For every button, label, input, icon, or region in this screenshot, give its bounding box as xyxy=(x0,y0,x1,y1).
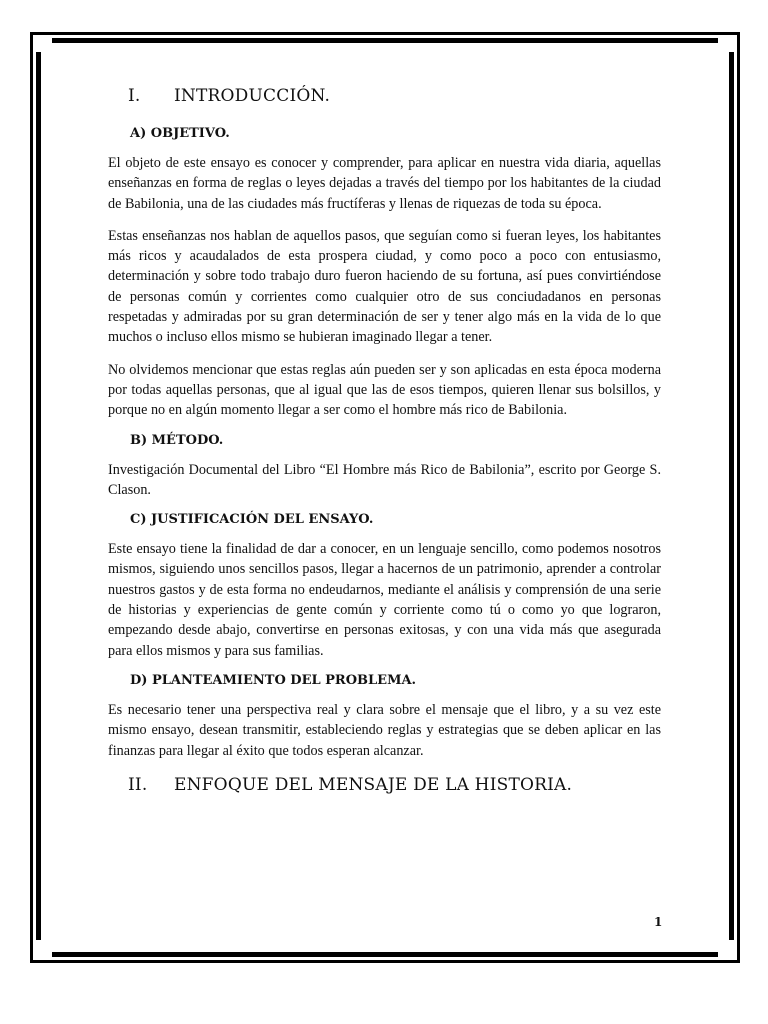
paragraph: Estas enseñanzas nos hablan de aquellos pasos, que seguían como si fueran leyes, los habitantes más ricos y acaudalados de esta prospera ciudad, y como poco a poco con entusiasmo, determinación y sobre todo trabajo duro fueron haciendo de su fortuna, así pues convirtiéndose de personas común y corrientes como cualquier otro de sus conciudadanos en personas respetadas y admiradas por su gran determinación de ser y tener algo más en la vida de lo que muchos o incluso ellos mismo se hubieran imaginado llegar a tener. xyxy=(108,227,661,346)
subheading-planteamiento: D) PLANTEAMIENTO DEL PROBLEMA. xyxy=(130,672,417,688)
page-number: 1 xyxy=(654,915,663,929)
document-body xyxy=(108,86,661,795)
paragraph: Este ensayo tiene la finalidad de dar a conocer, en un lenguaje sencillo, como podemos nosotros mismos, siguiendo unos sencillos pasos, llegar a hacernos de un patrimonio, aprender a controlar nuestros gastos y de esta forma no endeudarnos, mediante el análisis y comprensión de una serie de historias y experiencias de gente común y corriente como tú o como yo que lograron, empezando desde abajo, convertirse en personas exitosas, y con una vida más que asegurada para ellos mismos y para sus familias. xyxy=(108,541,661,659)
section-number: I. xyxy=(128,86,141,106)
subheading-justificacion: C) JUSTIFICACIÓN DEL ENSAYO. xyxy=(130,512,374,528)
paragraph: Investigación Documental del Libro “El Hombre más Rico de Babilonia”, escrito por George S. Clason. xyxy=(108,461,661,498)
subheading-metodo: B) MÉTODO. xyxy=(130,432,224,448)
section-heading-enfoque xyxy=(108,775,661,795)
subheading-objetivo: A) OBJETIVO. xyxy=(130,126,230,141)
section-title: ENFOQUE DEL MENSAJE DE LA HISTORIA. xyxy=(174,774,573,795)
section-heading-intro xyxy=(108,86,661,106)
section-title: INTRODUCCIÓN. xyxy=(174,86,331,106)
paragraph: El objeto de este ensayo es conocer y comprender, para aplicar en nuestra vida diaria, aquellas enseñanzas en forma de reglas o leyes dejadas a través del tiempo por los habitantes de la ciudad de Babilonia, una de las ciudades más fructíferas y llenas de riquezas de toda su época. xyxy=(108,155,661,212)
section-number: II. xyxy=(128,774,148,795)
paragraph: No olvidemos mencionar que estas reglas aún pueden ser y son aplicadas en esta época moderna por todas aquellas personas, que al igual que las de esos tiempos, quieren llenar sus bolsillos, y porque no en algún momento llegar a ser como el hombre más rico de Babilonia. xyxy=(108,361,661,419)
paragraph: Es necesario tener una perspectiva real y clara sobre el mensaje que el libro, y a su vez este mismo ensayo, desean transmitir, estableciendo reglas y estrategias que se deben aplicar en las finanzas para llegar al éxito que todos esperan alcanzar. xyxy=(108,701,661,759)
